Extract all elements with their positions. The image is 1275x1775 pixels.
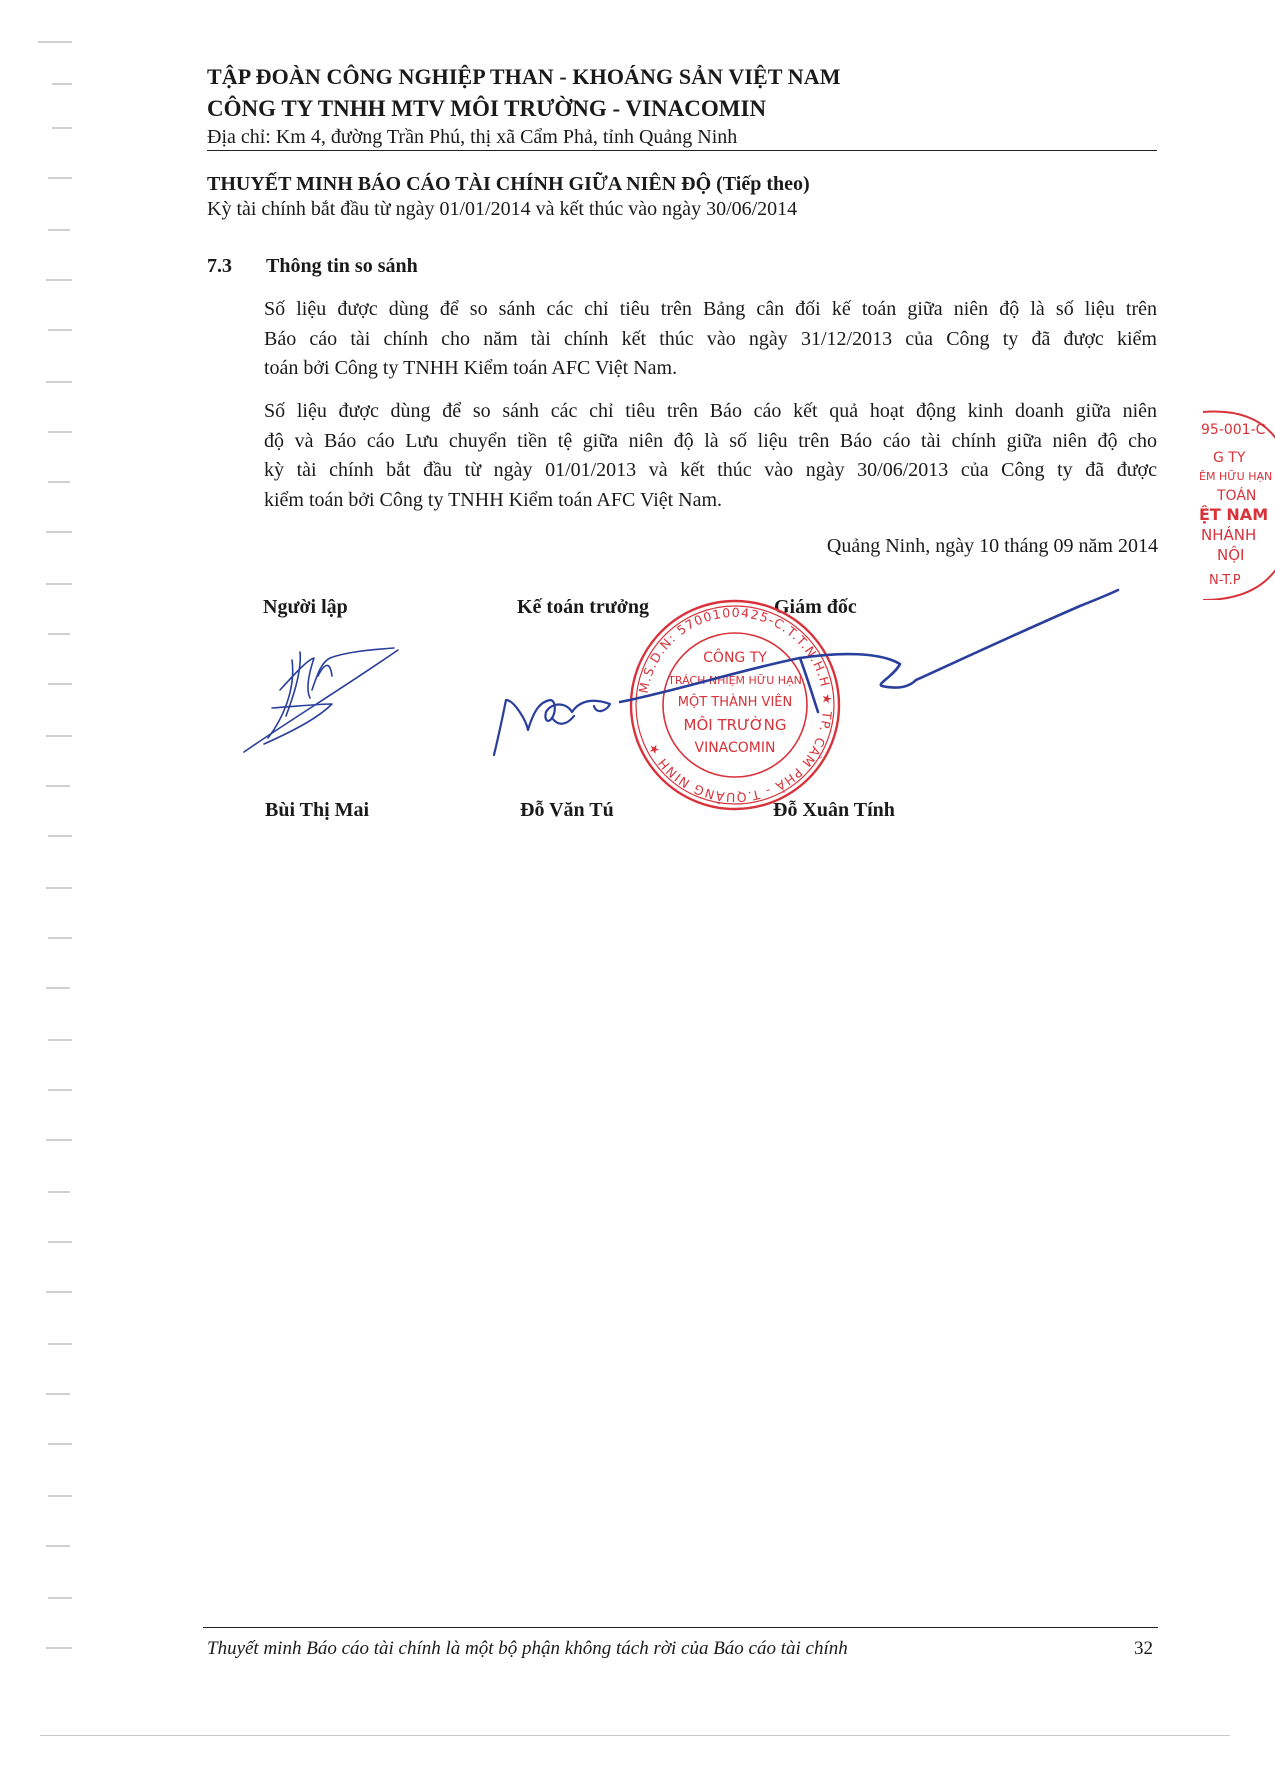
signature-director	[620, 590, 1118, 712]
name-director: Đỗ Xuân Tính	[773, 799, 895, 821]
seal-line-3: MỘT THÀNH VIÊN	[677, 695, 793, 710]
report-period: Kỳ tài chính bắt đầu từ ngày 01/01/2014 và kết thúc vào ngày 30/06/2014	[207, 198, 798, 220]
seal-line-4: MÔI TRƯỜNG	[683, 716, 787, 734]
company-name: CÔNG TY TNHH MTV MÔI TRƯỜNG - VINACOMIN	[207, 96, 767, 121]
signature-chief-accountant	[494, 700, 610, 755]
paragraph-line: kiểm toán bởi Công ty TNHH Kiểm toán AFC Việt Nam.	[264, 488, 723, 511]
place-date-line: Quảng Ninh, ngày 10 tháng 09 năm 2014	[826, 535, 1158, 557]
paragraph-line: kỳ tài chính bắt đầu từ ngày 01/01/2013 và kết thúc vào ngày 30/06/2013 của Công ty đã được	[264, 459, 1157, 481]
auditor-seal-line: TOÁN	[1217, 488, 1257, 504]
paragraph-line: toán bởi Công ty TNHH Kiểm toán AFC Việt Nam.	[264, 357, 678, 379]
seal-line-2: TRÁCH NHIỆM HỮU HẠN	[668, 674, 802, 687]
footer-rule	[203, 1627, 1158, 1628]
auditor-seal-line: ỆT NAM	[1199, 505, 1269, 524]
paragraph-line: độ và Báo cáo Lưu chuyển tiền tệ giữa niên độ là số liệu trên Báo cáo tài chính giữa niên độ cho	[264, 429, 1157, 452]
name-chief-accountant: Đỗ Văn Tú	[520, 799, 614, 821]
company-address: Địa chỉ: Km 4, đường Trần Phú, thị xã Cẩm Phả, tỉnh Quảng Ninh	[207, 126, 738, 148]
report-title: THUYẾT MINH BÁO CÁO TÀI CHÍNH GIỮA NIÊN ĐỘ (Tiếp theo)	[207, 173, 810, 195]
auditor-seal-line: 95-001-C	[1201, 422, 1266, 438]
group-name: TẬP ĐOÀN CÔNG NGHIỆP THAN - KHOÁNG SẢN VIỆT NAM	[207, 64, 841, 89]
role-chief-accountant: Kế toán trưởng	[517, 596, 649, 618]
section-number: 7.3	[207, 255, 232, 277]
auditor-seal-line: G TY	[1213, 450, 1246, 466]
signature-preparer	[244, 648, 398, 752]
auditor-seal-line: NỘI	[1217, 546, 1245, 564]
seal-line-5: VINACOMIN	[694, 740, 776, 756]
seal-outer-text: M.S.D.N: 5700100425-C.T.T.N.H.H ★ TP. CẨM PHẢ - T.QUẢNG NINH ★	[635, 604, 836, 806]
role-director: Giám đốc	[774, 596, 857, 618]
role-preparer: Người lập	[263, 596, 348, 618]
section-heading: Thông tin so sánh	[266, 255, 418, 277]
paragraph-line: Báo cáo tài chính cho năm tài chính kết thúc vào ngày 31/12/2013 của Công ty đã được kiểm	[264, 327, 1157, 350]
page-number: 32	[1134, 1638, 1153, 1659]
auditor-seal-line: ÊM HỮU HẠN	[1199, 470, 1273, 483]
scan-edge-line	[40, 1735, 1230, 1736]
paragraph-line: Số liệu được dùng để so sánh các chỉ tiêu trên Báo cáo kết quả hoạt động kinh doanh giữa niên	[264, 400, 1157, 422]
seal-line-1: CÔNG TY	[703, 650, 767, 666]
auditor-seal-line: NHÁNH	[1201, 526, 1257, 544]
paragraph-line: Số liệu được dùng để so sánh các chỉ tiêu trên Bảng cân đối kế toán giữa niên độ là số liệu trên	[264, 298, 1157, 320]
footer-note: Thuyết minh Báo cáo tài chính là một bộ phận không tách rời của Báo cáo tài chính	[207, 1638, 848, 1659]
auditor-seal-line: N-T.P	[1209, 573, 1241, 588]
name-preparer: Bùi Thị Mai	[265, 799, 370, 821]
